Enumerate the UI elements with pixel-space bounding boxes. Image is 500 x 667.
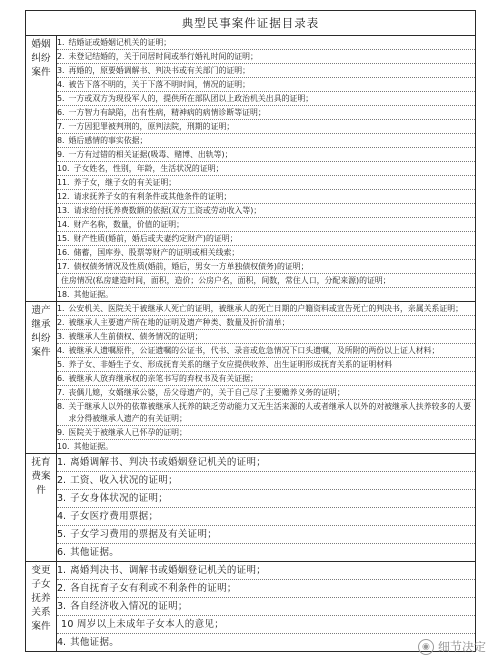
evidence-item-text: 养子女，继子女的有关证明； — [73, 178, 177, 187]
case-category-cell — [26, 454, 57, 562]
evidence-item — [57, 616, 475, 634]
evidence-item-number: 7. — [57, 122, 65, 131]
evidence-item-text: 未登记结婚的，关于同居时间或举行婚礼时间的证明； — [68, 52, 258, 61]
evidence-item-text: 请求给付抚养费数额的依据(双方工资或劳动收入等)； — [73, 206, 262, 215]
evidence-item — [57, 634, 475, 651]
evidence-item-text: 其他证据。 — [70, 547, 120, 558]
evidence-item-number: 4. — [57, 637, 67, 648]
evidence-item — [57, 440, 475, 453]
evidence-item-number: 2. — [57, 318, 65, 327]
section-row — [26, 36, 476, 302]
evidence-item — [57, 134, 475, 148]
evidence-item — [57, 190, 475, 204]
evidence-item — [57, 580, 475, 598]
case-category-label: 遗产继承纠纷案件 — [31, 305, 51, 358]
evidence-item-number: 9. — [57, 150, 65, 159]
evidence-item — [57, 36, 475, 50]
watermark-text: 细节决定 — [437, 640, 486, 654]
evidence-item-text: 10 周岁以上未成年子女本人的意见； — [61, 619, 225, 630]
evidence-item-text: 其他证据。 — [70, 637, 120, 648]
evidence-item-text: 子女姓名，性别，年龄，生活状况的证明； — [73, 164, 224, 173]
document-page — [25, 10, 476, 652]
evidence-item — [57, 598, 475, 616]
evidence-item-number: 9. — [57, 428, 65, 437]
evidence-item — [57, 50, 475, 64]
evidence-item-text: 子女身体状况的证明； — [70, 493, 169, 504]
evidence-item-number: 2. — [57, 475, 67, 486]
evidence-item-text: 医院关于被继承人已怀孕的证明； — [68, 428, 187, 437]
evidence-item-number: 3. — [57, 332, 65, 341]
evidence-item-text: 储蓄，国库券、股票等财产的证明或相关线索； — [73, 248, 240, 257]
evidence-item-number: 15. — [57, 234, 70, 243]
evidence-item — [57, 78, 475, 92]
evidence-item — [57, 490, 475, 508]
evidence-item-number: 1. — [57, 565, 67, 576]
evidence-item-text: 离婚调解书、判决书或婚姻登记机关的证明； — [70, 457, 267, 468]
evidence-item — [57, 176, 475, 190]
evidence-item-number: 1. — [57, 457, 67, 468]
evidence-item — [57, 64, 475, 78]
evidence-item-number: 7. — [57, 388, 65, 397]
evidence-item-number: 3. — [57, 66, 65, 75]
evidence-item — [57, 526, 475, 544]
evidence-list-cell — [57, 302, 476, 454]
case-category-label: 婚姻纠纷案件 — [31, 39, 51, 78]
evidence-item-text: 公安机关、医院关于被继承人死亡的证明，被继承人的死亡日期的户籍资料或宣告死亡的判决书，亲属关系证明； — [68, 304, 464, 313]
evidence-item — [57, 316, 475, 330]
evidence-item-text: 债权债务情况及性质(婚前，婚后，男女一方单独债权债务)的证明； — [73, 262, 309, 271]
evidence-item-text: 子女学习费用的票据及有关证明； — [70, 529, 218, 540]
evidence-list-cell — [57, 36, 476, 302]
evidence-item-text: 婚后感情的事实依据； — [68, 136, 148, 145]
evidence-list-cell — [57, 562, 476, 652]
evidence-item-number: 2. — [57, 583, 67, 594]
evidence-item — [57, 148, 475, 162]
evidence-item — [57, 106, 475, 120]
case-category-label: 抚育费案件 — [31, 457, 51, 496]
evidence-item-number: 8. — [57, 136, 65, 145]
evidence-item — [57, 400, 475, 426]
evidence-item-number: 8. — [57, 402, 65, 411]
evidence-item-text: 其他证据。 — [73, 442, 114, 451]
evidence-item-number: 18. — [57, 290, 70, 299]
evidence-item — [57, 274, 475, 288]
evidence-item-text: 养子女、非婚生子女、形成抚育关系的继子女应提供收养、出生证明形成抚育关系的证明材料 — [68, 360, 393, 369]
evidence-item — [57, 562, 475, 580]
evidence-item — [57, 162, 475, 176]
evidence-item — [57, 454, 475, 472]
evidence-item-number: 5. — [57, 529, 67, 540]
evidence-item-number: 4. — [57, 511, 67, 522]
evidence-item — [57, 386, 475, 400]
evidence-item-text: 关于继承人以外的依靠被继承人抚养的缺乏劳动能力又无生活来源的人或者继承人以外的对被继承人扶养较多的人要求分得被继承人遗产的有关证明； — [68, 402, 471, 423]
evidence-item — [57, 120, 475, 134]
watermark — [418, 638, 486, 655]
evidence-item — [57, 426, 475, 440]
evidence-item-text: 各自经济收入情况的证明； — [70, 601, 188, 612]
evidence-item-number: 6. — [57, 547, 67, 558]
evidence-item-text: 请求抚养子女的有利条件或其他条件的证明； — [73, 192, 232, 201]
evidence-item-number: 5. — [57, 94, 65, 103]
evidence-item-text: 被继承人生前债权、债务情况的证明； — [68, 332, 203, 341]
evidence-item — [57, 218, 475, 232]
evidence-item-number: 10. — [57, 442, 70, 451]
evidence-item — [57, 508, 475, 526]
evidence-item-number: 3. — [57, 601, 67, 612]
evidence-item-number: 4. — [57, 346, 65, 355]
evidence-item — [57, 472, 475, 490]
evidence-item-number: 14. — [57, 220, 70, 229]
evidence-item — [57, 358, 475, 372]
evidence-item — [57, 246, 475, 260]
evidence-list-cell — [57, 454, 476, 562]
evidence-item-number: 12. — [57, 192, 70, 201]
section-row — [26, 454, 476, 562]
evidence-item-text: 一方有过错的相关证据(吸毒、赌博、出轨等)； — [68, 150, 233, 159]
case-category-cell — [26, 36, 57, 302]
evidence-item — [57, 232, 475, 246]
evidence-item — [57, 302, 475, 316]
evidence-item-text: 被继承人放弃继承权的亲笔书写的弃权书及有关证据； — [68, 374, 258, 383]
evidence-item-number: 6. — [57, 108, 65, 117]
evidence-item — [57, 330, 475, 344]
circle-logo-icon: ◉ — [418, 639, 434, 655]
evidence-item-text: 被继承人遗嘱原件，公证遗嘱的公证书，代书、录音或危急情况下口头遗嘱，及所附的两份以上证人材料； — [68, 346, 440, 355]
evidence-item-number: 3. — [57, 493, 67, 504]
evidence-item-number: 1. — [57, 38, 65, 47]
evidence-item-text: 被继承人主要遗产所在地的证明及遗产种类、数量及折价清单； — [68, 318, 290, 327]
document-title: 典型民事案件证据目录表 — [25, 10, 476, 35]
evidence-item-number: 11. — [57, 178, 70, 187]
evidence-item-text: 工资、收入状况的证明； — [70, 475, 178, 486]
evidence-item-number: 16. — [57, 248, 70, 257]
evidence-item — [57, 372, 475, 386]
evidence-item-text: 其他证据。 — [73, 290, 114, 299]
evidence-item-text: 住房情况(私房建造时间，面积，造价；公房户名，面积，间数，常住人口，分配来源)的证明； — [61, 276, 391, 285]
evidence-item-number: 6. — [57, 374, 65, 383]
evidence-item-text: 各自抚育子女有利或不利条件的证明； — [70, 583, 237, 594]
case-category-cell — [26, 302, 57, 454]
evidence-item — [57, 288, 475, 301]
case-category-cell — [26, 562, 57, 652]
section-row — [26, 562, 476, 652]
case-category-label: 变更子女抚养关系案件 — [31, 565, 51, 632]
evidence-item-number: 5. — [57, 360, 65, 369]
evidence-item — [57, 92, 475, 106]
evidence-item-text: 子女医疗费用票据； — [70, 511, 159, 522]
evidence-item — [57, 204, 475, 218]
evidence-item-number: 1. — [57, 304, 65, 313]
evidence-item — [57, 544, 475, 561]
section-row — [26, 302, 476, 454]
evidence-item-text: 一方或双方为现役军人的，提供所在部队团以上政治机关出具的证明； — [68, 94, 314, 103]
evidence-item-text: 结婚证或婚姻记机关的证明； — [68, 38, 172, 47]
evidence-item — [57, 260, 475, 274]
evidence-item-text: 一方智力有缺陷，出有性病，精神病的病情诊断等证明； — [68, 108, 266, 117]
evidence-item-number: 10. — [57, 164, 70, 173]
evidence-item-text: 离婚判决书、调解书或婚姻登记机关的证明； — [70, 565, 267, 576]
evidence-item-number: 17. — [57, 262, 70, 271]
evidence-item-number: 4. — [57, 80, 65, 89]
evidence-item-text: 财产性质(婚前，婚后或夫妻约定财产)的证明； — [73, 234, 238, 243]
evidence-item-text: 再婚的，原要婚调解书、判决书或有关部门的证明； — [68, 66, 251, 75]
evidence-item-number: 2. — [57, 52, 65, 61]
evidence-table — [25, 35, 476, 652]
evidence-item-number: 13. — [57, 206, 70, 215]
evidence-item — [57, 344, 475, 358]
evidence-item-text: 被告下落不明的，关于下落不明时间，情况的证明； — [68, 80, 251, 89]
evidence-item-text: 一方因犯罪被判刑的，原判法院，刑期的证明； — [68, 122, 235, 131]
evidence-item-text: 丧偶儿媳，女婿继承公婆，岳父母遗产的，关于自己尽了主要赡养义务的证明； — [68, 388, 345, 397]
evidence-item-text: 财产名称，数量，价值的证明； — [73, 220, 185, 229]
